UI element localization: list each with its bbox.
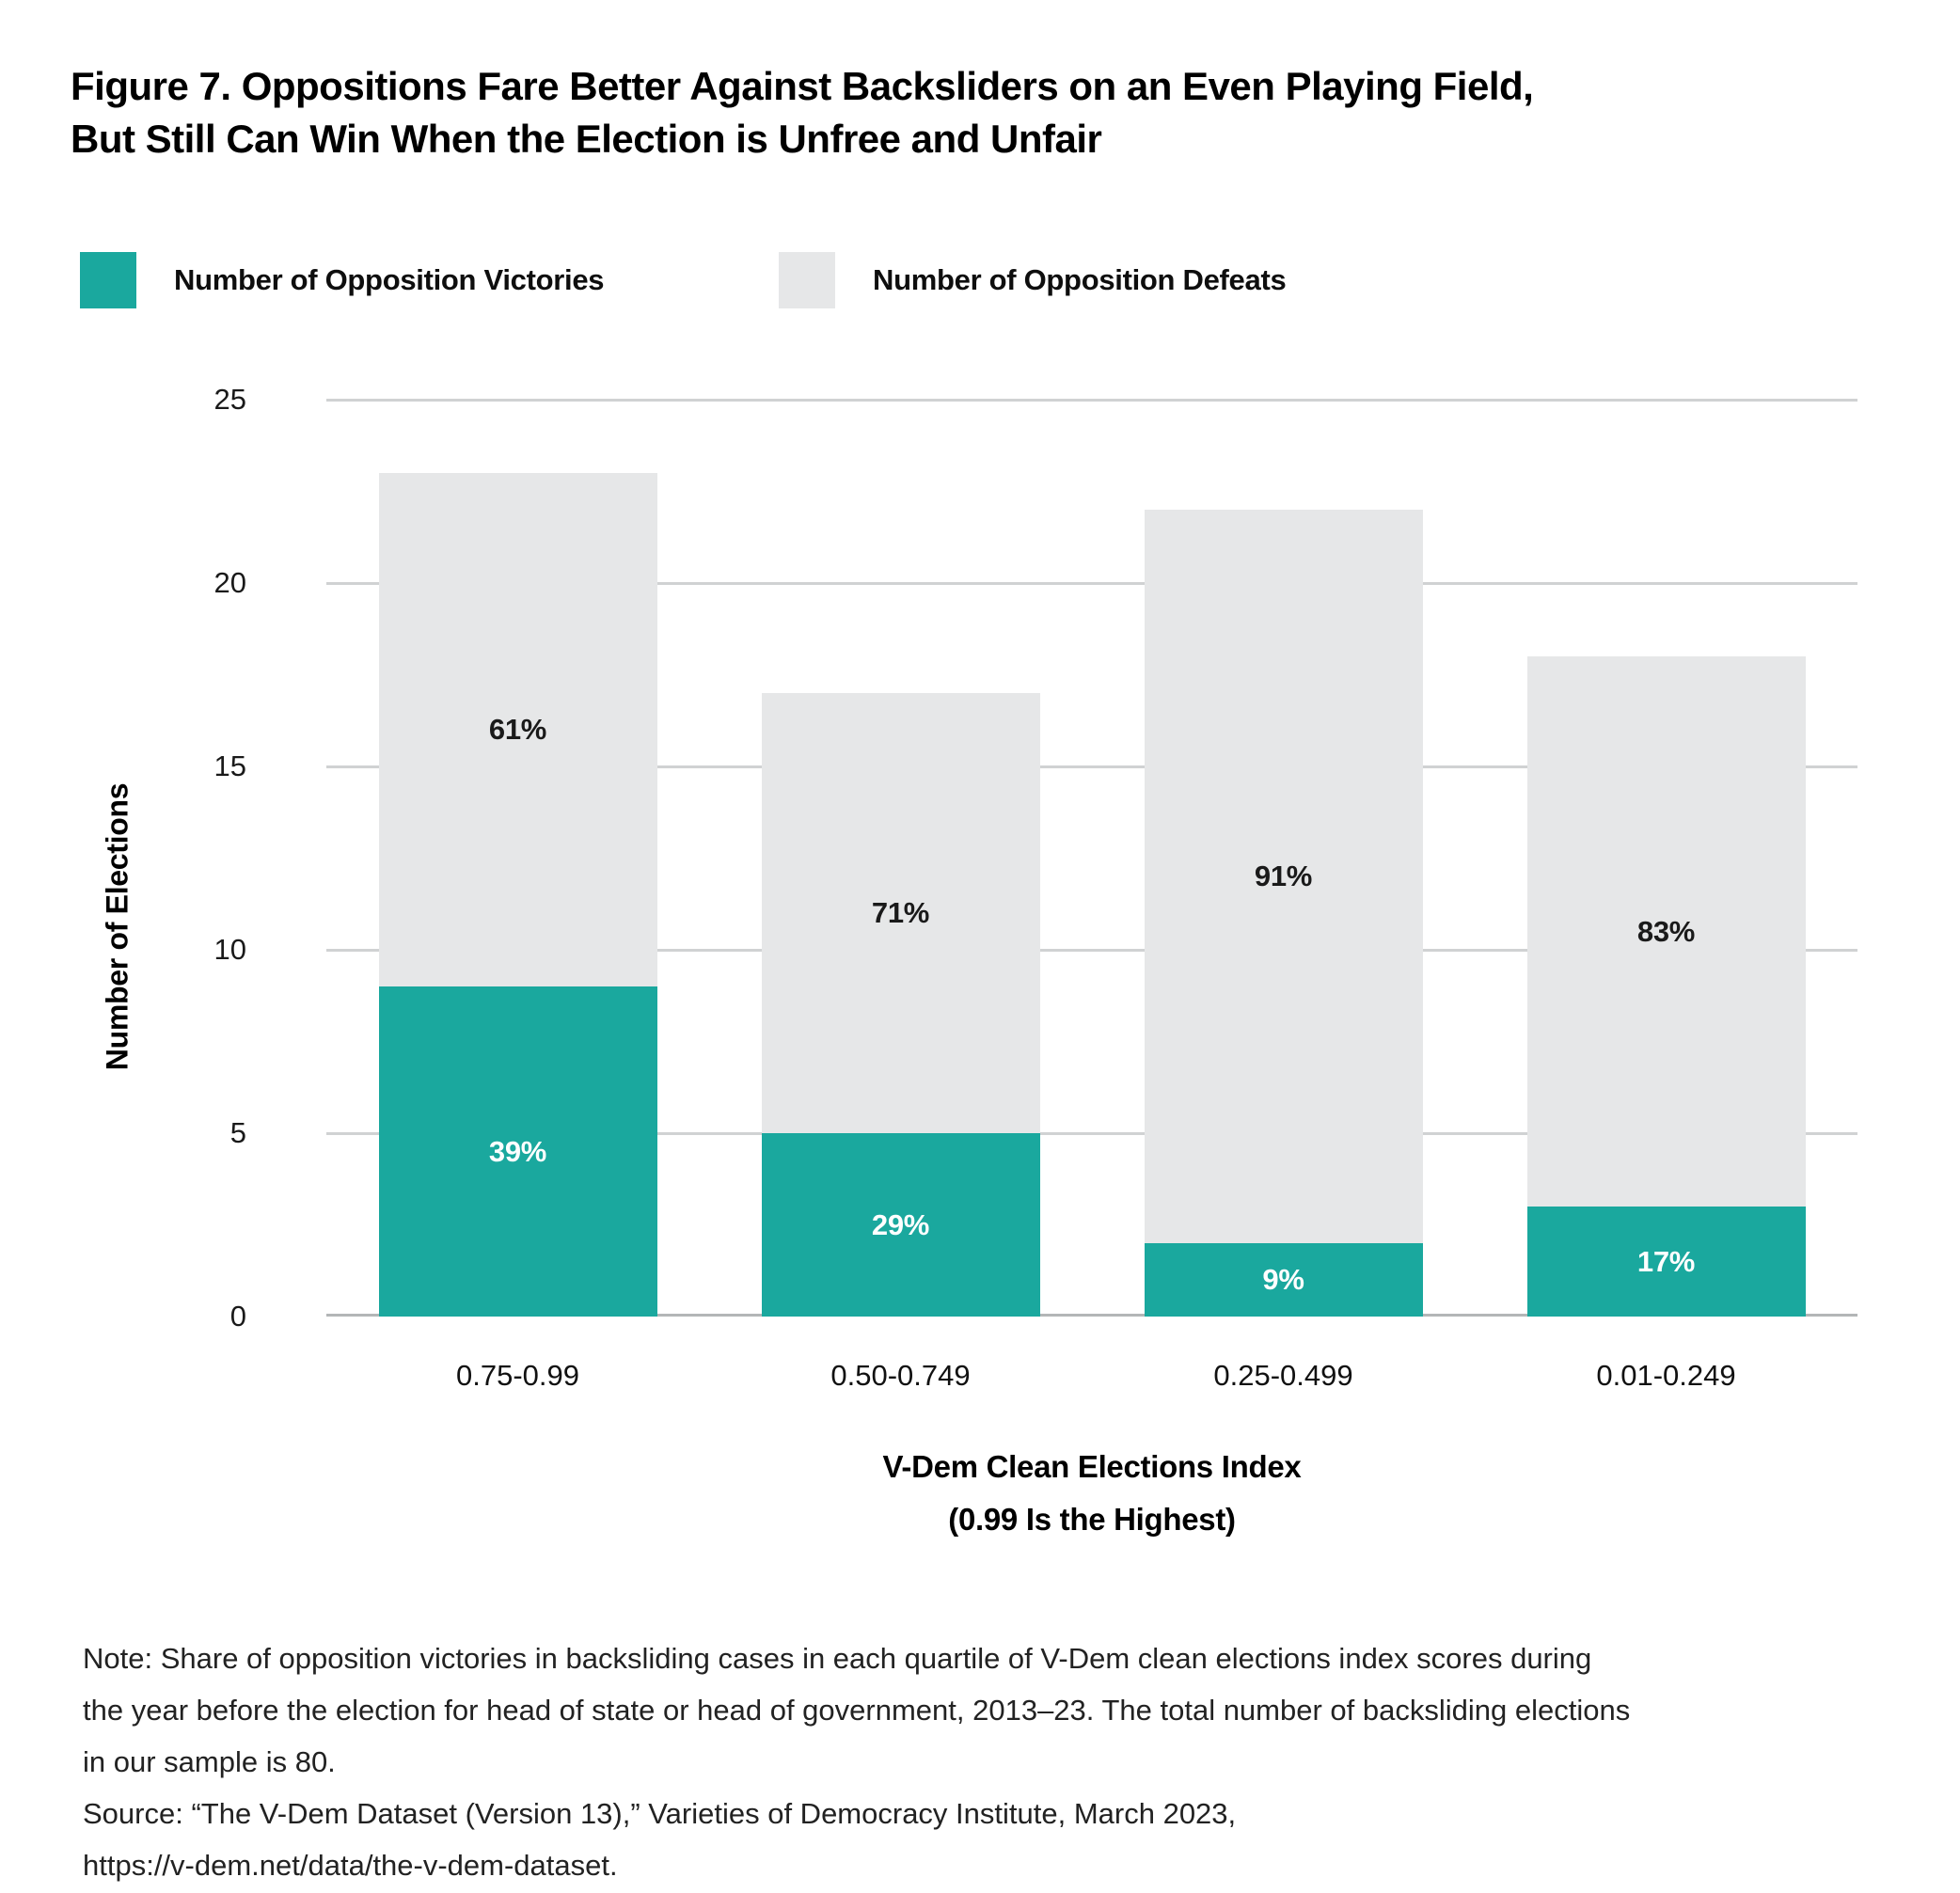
segment-percent-label: 39% — [488, 1134, 547, 1168]
figure-note — [83, 1633, 1907, 1891]
note-line: the year before the election for head of state or head of government, 2013–23. The total number of backsliding elections — [83, 1694, 1631, 1727]
note-line: https://v-dem.net/data/the-v-dem-dataset. — [83, 1849, 618, 1882]
segment-defeats-0.50-0.749 — [762, 693, 1040, 1133]
x-axis-title-line-2: (0.99 Is the Highest) — [948, 1502, 1236, 1537]
segment-victories-0.01-0.249 — [1527, 1207, 1806, 1317]
y-tick-label-5: 5 — [229, 1116, 246, 1149]
segment-percent-label: 29% — [871, 1207, 930, 1241]
bar-group-0.01-0.249 — [1527, 400, 1806, 1317]
y-tick-label-0: 0 — [229, 1300, 246, 1333]
legend-item-defeats — [779, 252, 1286, 308]
segment-victories-0.50-0.749 — [762, 1133, 1040, 1317]
legend-label-victories: Number of Opposition Victories — [174, 263, 605, 296]
note-line: Note: Share of opposition victories in backsliding cases in each quartile of V-Dem clean elections index scores during — [83, 1642, 1592, 1675]
figure-title-line-2: But Still Can Win When the Election is Unfree and Unfair — [71, 117, 1102, 161]
y-axis-ticks — [0, 383, 246, 1333]
x-tick-label-0.01-0.249: 0.01-0.249 — [1596, 1359, 1736, 1392]
bar-group-0.75-0.99 — [379, 400, 657, 1317]
figure-title-line-1: Figure 7. Oppositions Fare Better Against Backsliders on an Even Playing Field, — [71, 64, 1534, 108]
segment-victories-0.75-0.99 — [379, 986, 657, 1317]
y-tick-label-15: 15 — [213, 749, 246, 782]
legend-swatch-defeats-icon — [779, 252, 835, 308]
legend-item-victories — [80, 252, 604, 308]
y-axis-title: Number of Elections — [100, 782, 134, 1071]
segment-percent-label: 9% — [1262, 1263, 1304, 1296]
legend-swatch-victories-icon — [80, 252, 136, 308]
segment-defeats-0.01-0.249 — [1527, 656, 1806, 1207]
x-axis-title-line-1: V-Dem Clean Elections Index — [882, 1449, 1302, 1484]
y-tick-label-10: 10 — [213, 933, 246, 966]
legend-label-defeats: Number of Opposition Defeats — [873, 263, 1287, 296]
legend — [0, 252, 1960, 308]
figure-title — [71, 60, 1895, 166]
segment-percent-label: 17% — [1636, 1244, 1696, 1278]
segment-percent-label: 71% — [871, 896, 930, 929]
bar-group-0.50-0.749 — [762, 400, 1040, 1317]
segment-percent-label: 91% — [1254, 860, 1313, 892]
y-tick-label-20: 20 — [213, 566, 246, 599]
x-tick-label-0.75-0.99: 0.75-0.99 — [456, 1359, 579, 1392]
segment-victories-0.25-0.499 — [1145, 1243, 1423, 1317]
note-line: Source: “The V-Dem Dataset (Version 13),” Varieties of Democracy Institute, March 2023, — [83, 1797, 1237, 1830]
bar-group-0.25-0.499 — [1145, 400, 1423, 1317]
x-tick-label-0.25-0.499: 0.25-0.499 — [1213, 1359, 1353, 1392]
segment-percent-label: 61% — [488, 713, 547, 746]
x-tick-label-0.50-0.749: 0.50-0.749 — [830, 1359, 971, 1392]
segment-defeats-0.75-0.99 — [379, 473, 657, 986]
x-axis-title — [326, 1441, 1857, 1546]
chart-plot-area — [326, 400, 1857, 1392]
segment-defeats-0.25-0.499 — [1145, 510, 1423, 1243]
note-line: in our sample is 80. — [83, 1745, 336, 1778]
segment-percent-label: 83% — [1636, 914, 1696, 948]
y-tick-label-25: 25 — [213, 383, 246, 416]
